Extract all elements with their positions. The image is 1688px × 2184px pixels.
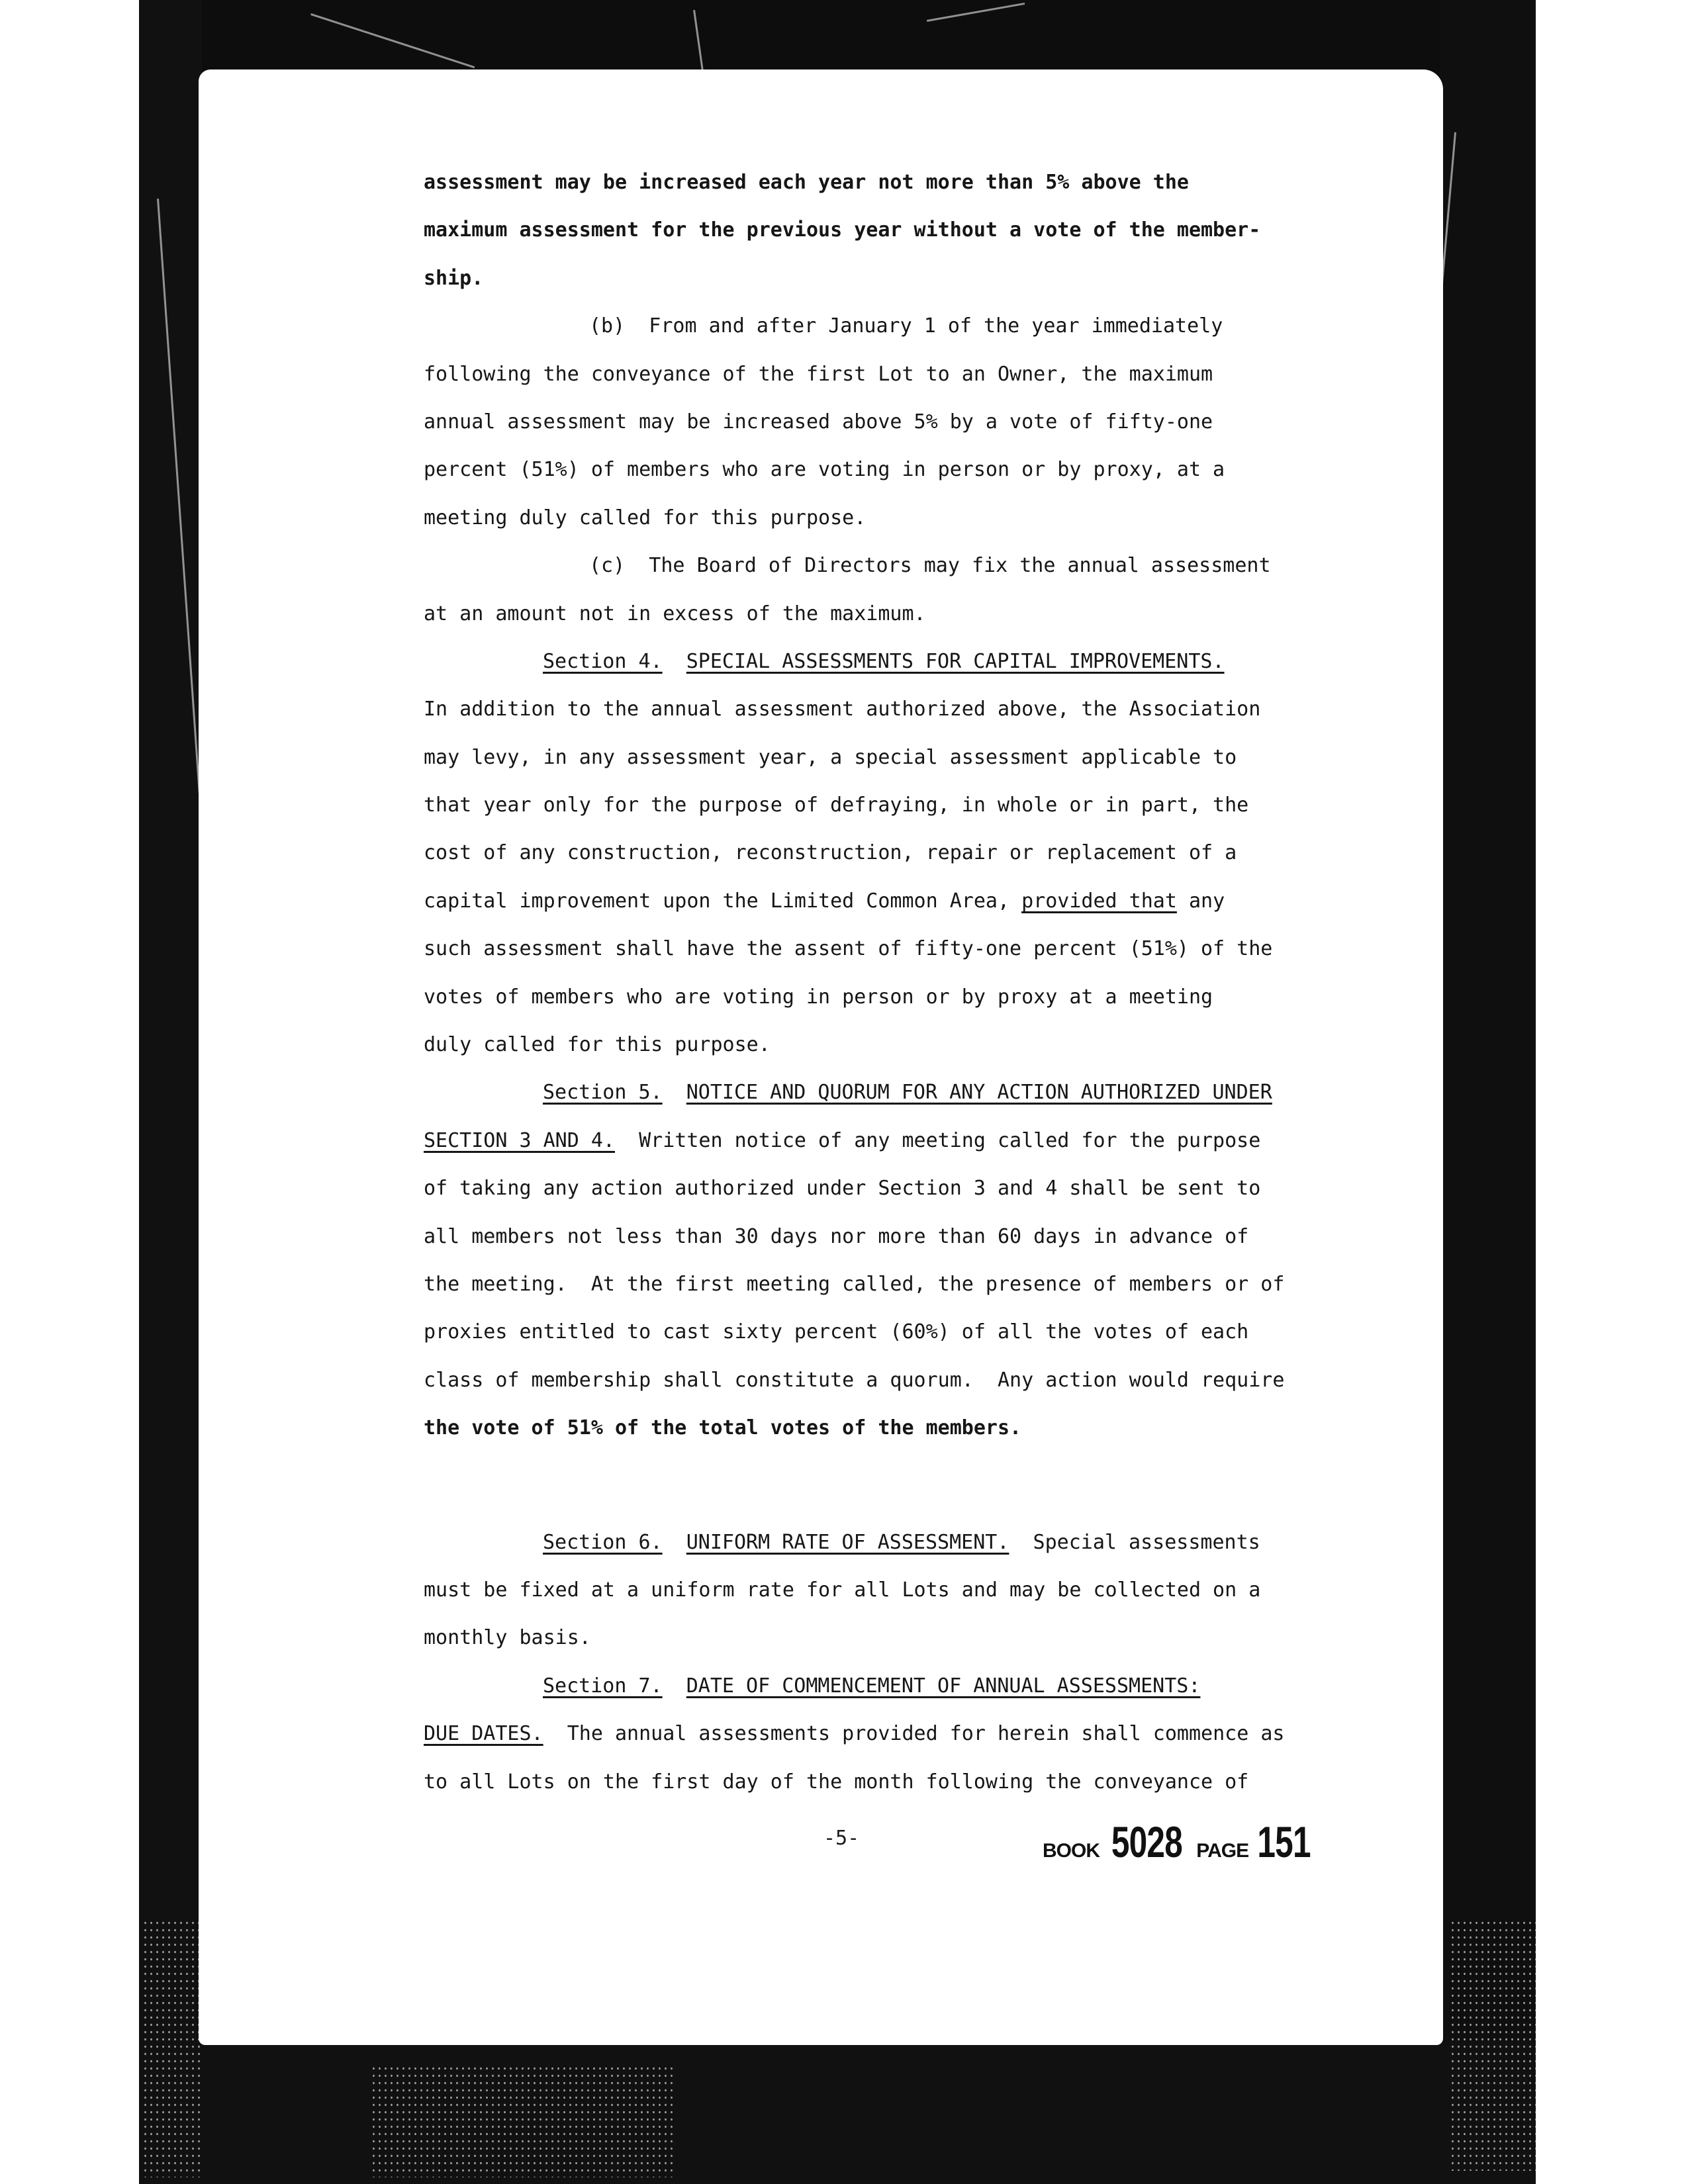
scan-border-left xyxy=(139,0,202,2184)
scan-noise xyxy=(371,2065,675,2177)
text-line xyxy=(424,889,1311,937)
section-7-label: Section 7. xyxy=(543,1674,663,1698)
text-line: duly called for this purpose. xyxy=(424,1033,771,1057)
scan-noise xyxy=(1450,1919,1536,2171)
stamp-page-label: PAGE xyxy=(1196,1840,1249,1862)
section-4-label: Section 4. xyxy=(543,649,663,673)
text-line: to all Lots on the first day of the month following the conveyance of xyxy=(424,1770,1249,1794)
scan-noise xyxy=(142,1919,202,2177)
text-line: In addition to the annual assessment authorized above, the Association xyxy=(424,698,1261,721)
text-line: of taking any action authorized under Section 3 and 4 shall be sent to xyxy=(424,1177,1261,1201)
text-span: capital improvement upon the Limited Common Area, xyxy=(424,889,1022,913)
stamp-page-number: 151 xyxy=(1257,1817,1311,1866)
section-4-title: SPECIAL ASSESSMENTS FOR CAPITAL IMPROVEMENTS. xyxy=(686,649,1225,673)
text-span: any xyxy=(1176,889,1225,913)
text-line: assessment may be increased each year not more than 5% above the xyxy=(424,171,1189,194)
section-6-title: UNIFORM RATE OF ASSESSMENT. xyxy=(686,1530,1009,1554)
text-span: Special assessments xyxy=(1009,1530,1260,1554)
text-line: maximum assessment for the previous year without a vote of the member- xyxy=(424,218,1261,242)
text-line xyxy=(424,1129,1311,1177)
book-page-stamp xyxy=(1043,1817,1319,1867)
text-line: following the conveyance of the first Lot to an Owner, the maximum xyxy=(424,362,1213,386)
section-7-heading xyxy=(424,1674,1311,1722)
text-line: class of membership shall constitute a quorum. Any action would require xyxy=(424,1368,1285,1392)
text-line: annual assessment may be increased above 5% by a vote of fifty-one xyxy=(424,410,1213,433)
text-line: meeting duly called for this purpose. xyxy=(424,506,867,529)
section-7-title-cont: DUE DATES. xyxy=(424,1722,543,1746)
stamp-book-number: 5028 xyxy=(1111,1817,1182,1866)
stamp-book-label: BOOK xyxy=(1043,1840,1100,1862)
text-line: percent (51%) of members who are voting in person or by proxy, at a xyxy=(424,458,1225,482)
text-line: must be fixed at a uniform rate for all Lots and may be collected on a xyxy=(424,1578,1261,1602)
text-line xyxy=(424,1722,1311,1770)
text-line: may levy, in any assessment year, a special assessment applicable to xyxy=(424,745,1237,769)
section-5-label: Section 5. xyxy=(543,1081,663,1105)
provided-that-phrase: provided that xyxy=(1021,889,1177,913)
section-6-label: Section 6. xyxy=(543,1530,663,1554)
text-line: such assessment shall have the assent of fifty-one percent (51%) of the xyxy=(424,937,1273,961)
section-5-heading xyxy=(424,1081,1311,1128)
text-line: votes of members who are voting in person or by proxy at a meeting xyxy=(424,985,1213,1009)
text-line: (c) The Board of Directors may fix the annual assessment xyxy=(589,554,1271,578)
text-line: (b) From and after January 1 of the year immediately xyxy=(589,314,1223,338)
section-6-heading xyxy=(424,1531,1311,1578)
text-line: the meeting. At the first meeting called, the presence of members or of xyxy=(424,1272,1285,1296)
text-line: cost of any construction, reconstruction, repair or replacement of a xyxy=(424,841,1237,865)
section-5-title-cont: SECTION 3 AND 4. xyxy=(424,1128,615,1152)
text-line: monthly basis. xyxy=(424,1626,591,1650)
document-body xyxy=(424,171,1311,1818)
section-5-title: NOTICE AND QUORUM FOR ANY ACTION AUTHORIZED UNDER xyxy=(686,1081,1272,1105)
text-span: The annual assessments provided for herein shall commence as xyxy=(543,1722,1285,1746)
text-line: that year only for the purpose of defraying, in whole or in part, the xyxy=(424,794,1249,817)
text-line: the vote of 51% of the total votes of the members. xyxy=(424,1416,1022,1440)
scan-border-bottom xyxy=(139,2042,1536,2184)
text-line: proxies entitled to cast sixty percent (60%) of all the votes of each xyxy=(424,1320,1249,1344)
scan-border-right xyxy=(1440,0,1536,2184)
text-line: at an amount not in excess of the maximum. xyxy=(424,602,926,625)
text-line: ship. xyxy=(424,266,484,290)
section-7-title: DATE OF COMMENCEMENT OF ANNUAL ASSESSMENTS: xyxy=(686,1674,1201,1698)
spacer xyxy=(424,1465,1311,1531)
section-4-heading xyxy=(424,650,1311,698)
page-number: -5- xyxy=(823,1827,860,1850)
text-line: all members not less than 30 days nor more than 60 days in advance of xyxy=(424,1224,1249,1248)
text-span: Written notice of any meeting called for the purpose xyxy=(614,1128,1261,1152)
